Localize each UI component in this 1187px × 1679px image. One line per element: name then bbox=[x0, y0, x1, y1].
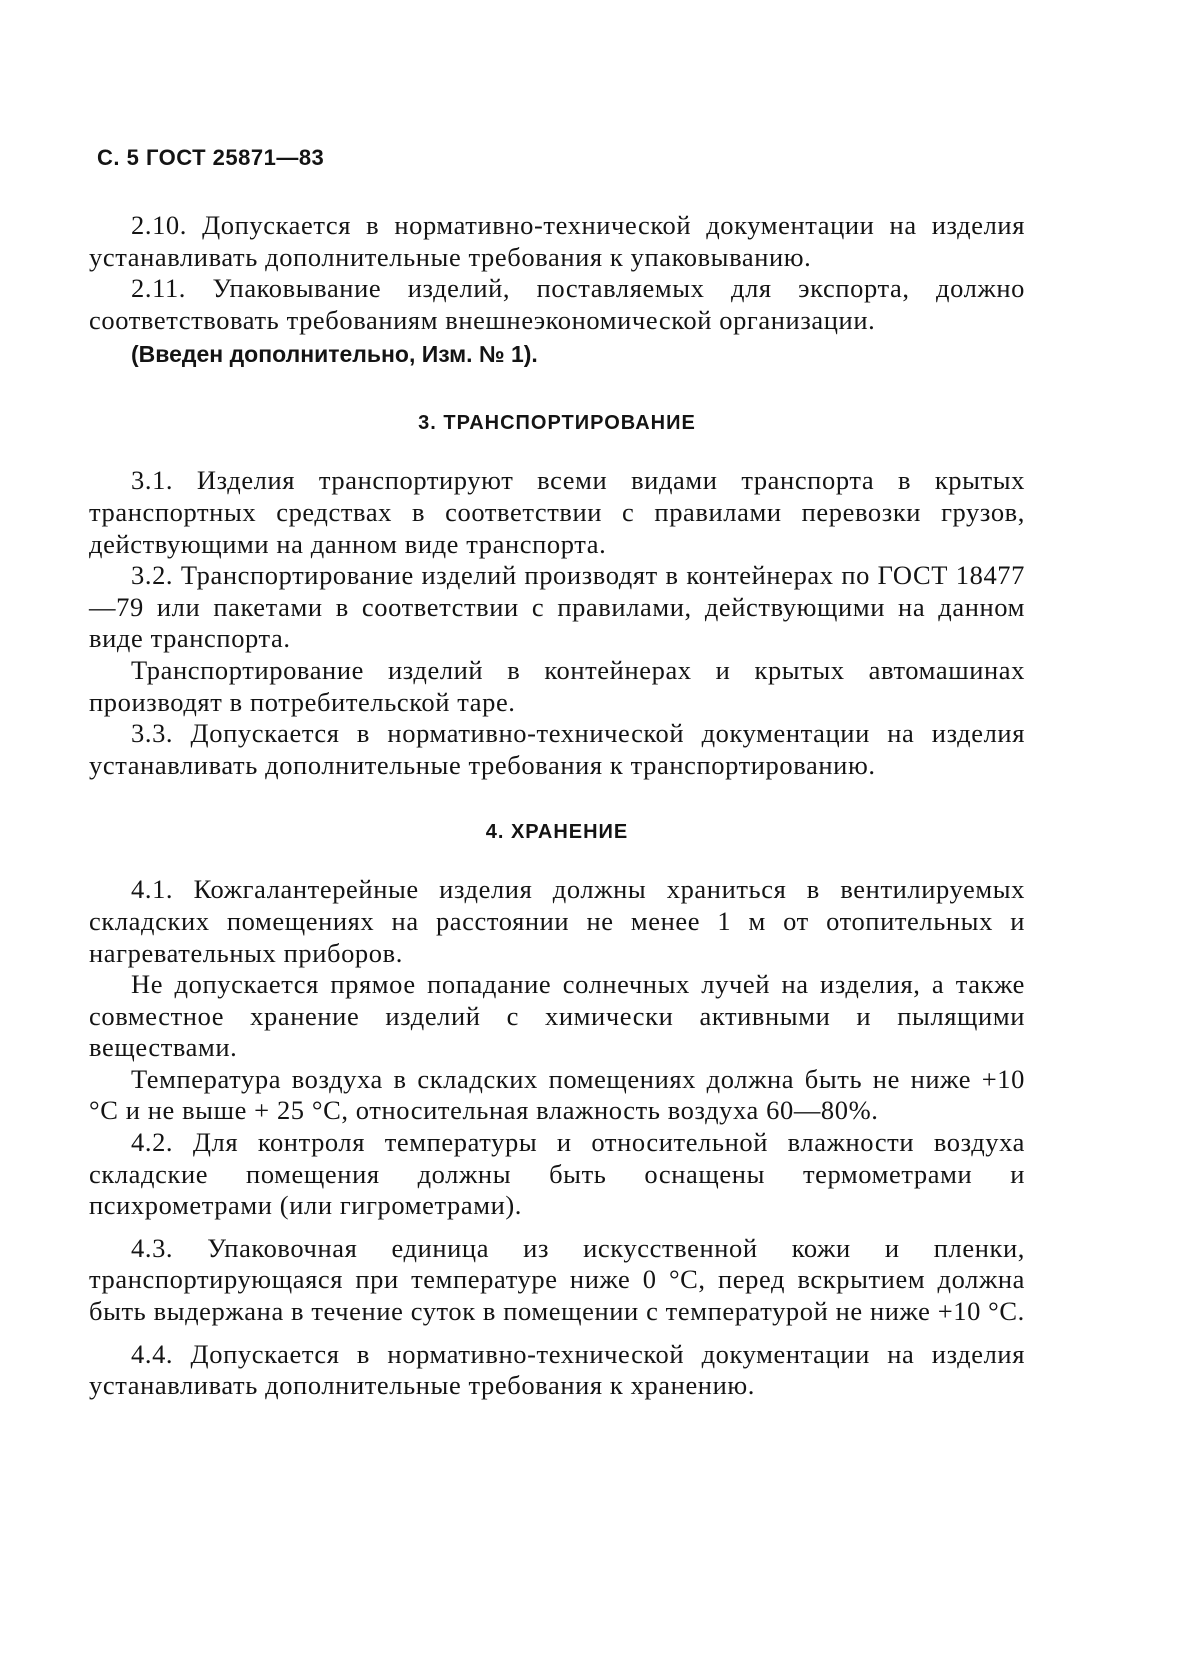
clause-3-1: 3.1. Изделия транспортируют всеми видами транспорта в крытых транспортных средствах в соответствии с правилами перевозки грузов, действующими на данном виде транспорта. bbox=[89, 465, 1025, 559]
clause-4-1: 4.1. Кожгалантерейные изделия должны храниться в вентилируемых складских помещениях на расстоянии не менее 1 м от отопительных и нагревательных приборов. bbox=[89, 874, 1025, 968]
section-4-title: 4. ХРАНЕНИЕ bbox=[485, 821, 629, 844]
page-header: С. 5 ГОСТ 25871—83 bbox=[97, 145, 325, 170]
clause-2-11: 2.11. Упаковывание изделий, поставляемых для экспорта, должно соответствовать требованиям внешнеэкономической организации. bbox=[89, 273, 1025, 335]
document-page bbox=[89, 140, 1025, 1402]
clause-3-3: 3.3. Допускается в нормативно-технической документации на изделия устанавливать дополнительные требования к транспортированию. bbox=[89, 718, 1025, 780]
clause-4-4: 4.4. Допускается в нормативно-технической документации на изделия устанавливать дополнительные требования к хранению. bbox=[89, 1338, 1025, 1401]
amendment-note: (Введен дополнительно, Изм. № 1). bbox=[131, 341, 538, 368]
clause-2-10: 2.10. Допускается в нормативно-технической документации на изделия устанавливать дополнительные требования к упаковыванию. bbox=[89, 210, 1025, 272]
clause-4-1-temperature: Температура воздуха в складских помещениях должна быть не ниже +10 °С и не выше + 25 °С, относительная влажность воздуха 60—80%. bbox=[89, 1063, 1025, 1126]
section-3-title: 3. ТРАНСПОРТИРОВАНИЕ bbox=[418, 412, 696, 435]
clause-3-2-continued: Транспортирование изделий в контейнерах и крытых автомашинах производят в потребительской таре. bbox=[89, 654, 1025, 717]
clause-4-2: 4.2. Для контроля температуры и относительной влажности воздуха складские помещения должны быть оснащены термометрами и психрометрами (или гигрометрами). bbox=[89, 1127, 1025, 1221]
clause-4-3: 4.3. Упаковочная единица из искусственной кожи и пленки, транспортирующаяся при температуре ниже 0 °С, перед вскрытием должна быть выдержана в течение суток в помещении с температурой не ниже +10 °С. bbox=[89, 1232, 1025, 1327]
clause-3-2: 3.2. Транспортирование изделий производят в контейнерах по ГОСТ 18477—79 или пакетами в соответствии с правилами, действующими на данном виде транспорта. bbox=[89, 560, 1025, 654]
clause-4-1-sunlight: Не допускается прямое попадание солнечных лучей на изделия, а также совместное хранение изделий с химически активными и пылящими веществами. bbox=[89, 969, 1025, 1063]
